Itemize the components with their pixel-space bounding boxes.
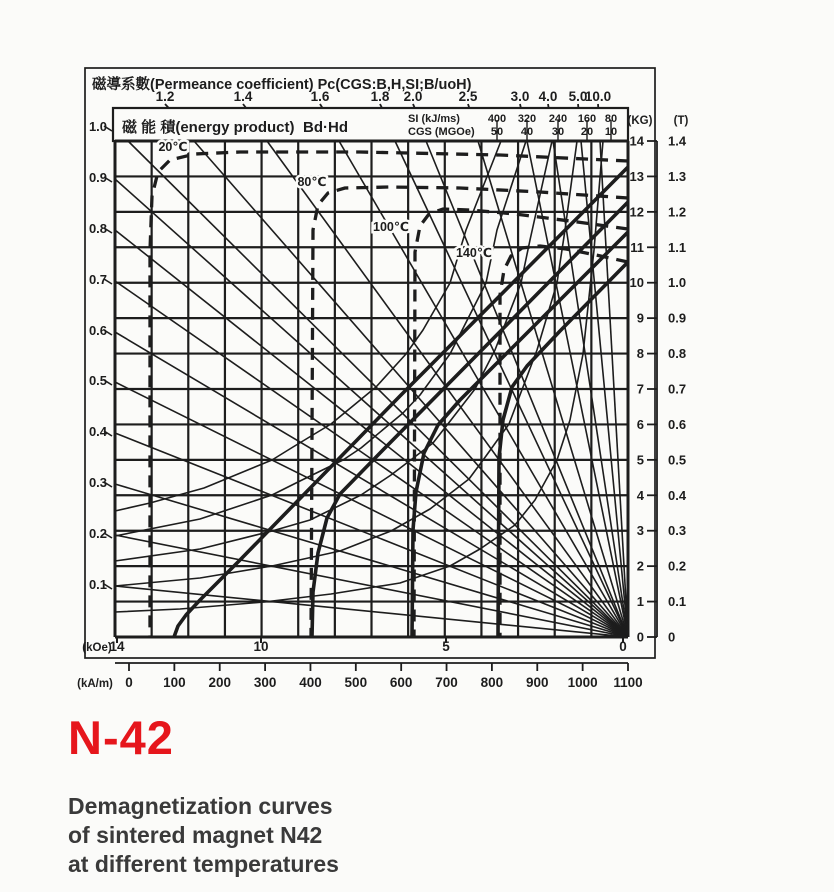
grid (115, 141, 628, 637)
svg-text:500: 500 (344, 675, 368, 690)
caption-line: Demagnetization curves (68, 793, 333, 819)
svg-text:4.0: 4.0 (538, 89, 558, 104)
svg-text:5.0: 5.0 (568, 89, 588, 104)
svg-text:900: 900 (526, 675, 549, 690)
svg-text:0.2: 0.2 (668, 558, 687, 574)
svg-text:0.3: 0.3 (668, 523, 687, 539)
svg-text:1.8: 1.8 (370, 89, 390, 104)
svg-text:700: 700 (435, 675, 458, 690)
energy-product-header (113, 108, 628, 141)
svg-text:600: 600 (389, 675, 413, 690)
svg-text:10: 10 (604, 126, 618, 138)
svg-text:80℃: 80℃ (297, 175, 327, 189)
svg-text:12: 12 (629, 204, 644, 220)
svg-text:13: 13 (629, 168, 644, 184)
svg-text:0.6: 0.6 (668, 416, 687, 432)
svg-text:5: 5 (442, 639, 450, 654)
svg-text:10: 10 (629, 275, 644, 291)
svg-text:50: 50 (490, 126, 504, 138)
svg-text:8: 8 (636, 346, 644, 362)
svg-text:0.9: 0.9 (668, 310, 687, 326)
svg-text:0.3: 0.3 (88, 475, 108, 490)
svg-text:1.2: 1.2 (668, 204, 687, 220)
svg-text:6: 6 (636, 416, 644, 432)
svg-text:0.1: 0.1 (668, 594, 687, 610)
svg-text:1.4: 1.4 (668, 133, 687, 149)
svg-text:320: 320 (517, 113, 537, 125)
svg-text:14: 14 (629, 133, 644, 149)
svg-text:0.7: 0.7 (668, 381, 687, 397)
svg-text:1: 1 (636, 594, 644, 610)
svg-text:5: 5 (636, 452, 644, 468)
svg-text:9: 9 (636, 310, 644, 326)
svg-text:CGS (MGOe): CGS (MGOe) (408, 126, 475, 138)
svg-text:0: 0 (619, 639, 627, 654)
svg-text:(T): (T) (673, 115, 689, 127)
svg-text:磁 能 積(energy product): 磁 能 積(energy product) (122, 119, 295, 136)
svg-text:1.6: 1.6 (310, 89, 330, 104)
svg-text:0.6: 0.6 (88, 323, 108, 338)
svg-text:1.0: 1.0 (668, 275, 687, 291)
svg-text:(kOe): (kOe) (82, 642, 112, 654)
svg-text:3.0: 3.0 (510, 89, 530, 104)
svg-text:100: 100 (163, 675, 186, 690)
svg-text:0.5: 0.5 (668, 452, 687, 468)
svg-text:0.1: 0.1 (88, 577, 108, 592)
svg-text:SI (kJ/ms): SI (kJ/ms) (408, 113, 460, 125)
koe-axis (82, 637, 626, 654)
kam-axis (77, 663, 643, 690)
chart-caption (68, 792, 339, 879)
svg-text:0: 0 (668, 629, 676, 645)
svg-text:14: 14 (109, 639, 125, 654)
caption-line: of sintered magnet N42 (68, 822, 323, 848)
svg-text:(KG): (KG) (627, 115, 653, 127)
svg-text:0.4: 0.4 (88, 424, 108, 439)
svg-text:0.8: 0.8 (88, 221, 108, 236)
svg-text:1.2: 1.2 (155, 89, 175, 104)
svg-text:0.5: 0.5 (88, 373, 108, 388)
svg-text:(kA/m): (kA/m) (77, 678, 113, 690)
permeance-header (92, 75, 611, 113)
svg-text:0.7: 0.7 (88, 272, 108, 287)
svg-text:10: 10 (253, 639, 269, 654)
svg-text:10.0: 10.0 (584, 89, 612, 104)
svg-text:100℃: 100℃ (373, 220, 409, 234)
svg-text:Bd·Hd: Bd·Hd (303, 119, 348, 136)
svg-text:0.8: 0.8 (668, 346, 687, 362)
svg-text:30: 30 (551, 126, 565, 138)
svg-text:80: 80 (604, 113, 618, 125)
svg-text:240: 240 (548, 113, 568, 125)
svg-text:磁導系數(Permeance coefficient) Pc: 磁導系數(Permeance coefficient) Pc(CGS:B,H,SI;B/uoH) (92, 77, 472, 93)
svg-text:300: 300 (253, 675, 277, 690)
svg-text:800: 800 (480, 675, 504, 690)
svg-text:200: 200 (208, 675, 231, 690)
svg-text:11: 11 (630, 239, 644, 255)
svg-text:1100: 1100 (613, 675, 643, 690)
svg-text:20℃: 20℃ (158, 140, 188, 154)
svg-text:0.4: 0.4 (668, 487, 687, 503)
svg-text:1.0: 1.0 (88, 119, 108, 134)
svg-text:20: 20 (580, 126, 594, 138)
svg-text:0.9: 0.9 (88, 170, 108, 185)
svg-text:1.4: 1.4 (233, 89, 253, 104)
svg-text:1.3: 1.3 (668, 168, 687, 184)
svg-text:2.0: 2.0 (403, 89, 423, 104)
svg-text:4: 4 (636, 487, 644, 503)
svg-text:1.1: 1.1 (668, 239, 687, 255)
svg-text:0: 0 (636, 629, 644, 645)
svg-text:2.5: 2.5 (458, 89, 478, 104)
pc-left-scale (89, 119, 112, 592)
svg-text:400: 400 (487, 113, 507, 125)
svg-text:40: 40 (520, 126, 534, 138)
svg-text:2: 2 (636, 558, 644, 574)
svg-text:140℃: 140℃ (456, 246, 492, 260)
svg-text:3: 3 (636, 523, 644, 539)
page-title: N-42 (68, 711, 174, 764)
svg-text:7: 7 (636, 381, 644, 397)
svg-text:1000: 1000 (567, 675, 598, 690)
caption-line: at different temperatures (68, 851, 339, 877)
svg-text:400: 400 (299, 675, 322, 690)
right-axis (628, 115, 689, 645)
svg-text:160: 160 (577, 113, 597, 125)
svg-text:0.2: 0.2 (88, 526, 108, 541)
svg-text:0: 0 (125, 675, 133, 690)
